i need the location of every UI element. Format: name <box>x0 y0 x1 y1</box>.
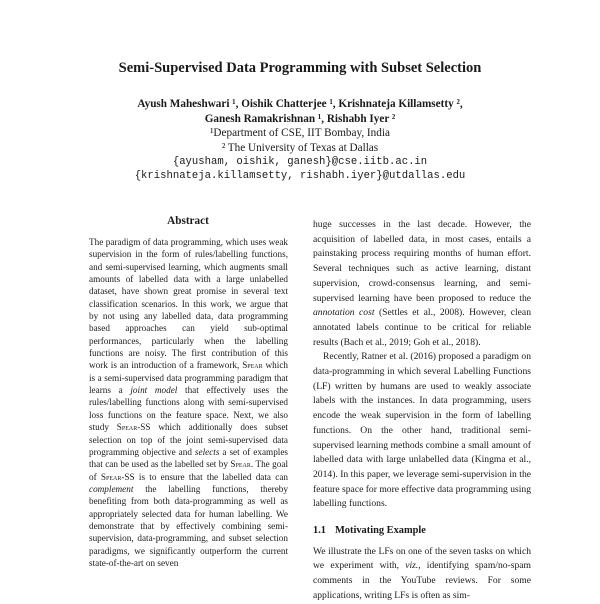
authors-line-2: Ganesh Ramakrishnan ¹, Rishabh Iyer ² <box>204 112 396 125</box>
spear-ss-name: Spear-SS <box>116 422 151 433</box>
paragraph-intro <box>313 218 531 350</box>
emphasis-annotation-cost: annotation cost <box>313 307 375 319</box>
abstract-text: which is a semi-supervised data programming paradigm that learns a <box>89 360 288 396</box>
abstract-text: is to ensure that the labelled data can <box>134 471 288 482</box>
emphasis-complement: complement <box>89 483 134 494</box>
abstract-body <box>89 236 288 569</box>
email-line-2: {krishnateja.killamsetty, rishabh.iyer}@utdallas.edu <box>134 170 466 182</box>
email-line-1: {ayusham, oishik, ganesh}@cse.iitb.ac.in <box>172 156 428 168</box>
spear-name: Spear <box>242 360 263 371</box>
paragraph-data-programming: Recently, Ratner et al. (2016) proposed a paradigm on data-programming in which several Labelling Functions (LF) written by humans are used to weakly associate labels with the instances. In data programming, users encode the weak supervision in the form of labelling functions. On the other hand, traditional semi-supervised learning methods combine a small amount of labelled data with large unlabelled data (Kingma et al., 2014). In this paper, we leverage semi-supervision in the feature space for more effective data programming using labelling functions. <box>313 351 531 510</box>
authors-line-1: Ayush Maheshwari ¹, Oishik Chatterjee ¹, Krishnateja Killamsetty ², <box>137 98 463 110</box>
paragraph-text: (Settles et al., 2008). However, clean annotated labels continue to be critical for reliable results (Bach et al., 2019; Goh et al., 2018). <box>313 307 531 348</box>
author-block <box>0 97 600 183</box>
emphasis-viz: viz. <box>405 560 419 572</box>
section-title: Motivating Example <box>335 525 426 537</box>
spear-name: Spear <box>230 459 251 470</box>
section-number: 1.1 <box>313 525 326 537</box>
abstract-text: that effectively uses the rules/labelling functions along with semi-supervised loss functions on the feature space. Next, we also study <box>89 385 288 433</box>
abstract-text: . The goal of <box>89 459 289 482</box>
paper-title: Semi-Supervised Data Programming with Subset Selection <box>118 60 482 76</box>
affiliation-1: ¹Department of CSE, IIT Bombay, India <box>210 127 390 139</box>
right-column <box>313 218 531 604</box>
abstract-text: The paradigm of data programming, which uses weak supervision in the form of rules/labelling functions, and semi-supervised learning, which augments small amounts of labelled data with a large unlabelled dataset, have shown great promise in several text classification scenarios. In this work, we argue that by not using any labelled data, data programming based approaches can yield sub-optimal performances, particularly when the labelling functions are noisy. The first contribution of this work is an introduction of a framework, <box>89 237 288 371</box>
abstract-text: a set of examples that can be used as the labelled set by <box>89 446 289 470</box>
abstract-heading: Abstract <box>167 215 209 227</box>
emphasis-selects: selects <box>194 446 220 457</box>
paragraph-text: We illustrate the LFs on one of the seven tasks on which we experiment with, <box>313 545 531 572</box>
paragraph-text: , identifying spam/no-spam comments in the YouTube reviews. For some applications, writing LFs is often as sim- <box>313 560 531 601</box>
abstract-text: the labelling functions, thereby benefiting from both data-programming as well as appropriately selected data for human labelling. We demonstrate that by effectively combining semi-supervision, data-programming, and subset selection paradigms, we significantly outperform the current state-of-the-art on seven <box>89 483 288 568</box>
affiliation-2: ² The University of Texas at Dallas <box>221 141 379 154</box>
section-heading <box>313 524 531 539</box>
paragraph-text: huge successes in the last decade. However, the acquisition of labelled data, in most cases, entails a painstaking process requiring months of human effort. Several techniques such as active learning, distant supervision, crowd-consensus learning, and semi-supervised learning have been proposed to reduce the <box>313 219 531 304</box>
spear-ss-name: Spear-SS <box>100 471 135 482</box>
paragraph-motivating <box>313 545 531 604</box>
emphasis-joint-model: joint model <box>130 385 178 396</box>
abstract-text: which additionally does subset selection on top of the joint semi-supervised data programming objective and <box>89 422 288 457</box>
